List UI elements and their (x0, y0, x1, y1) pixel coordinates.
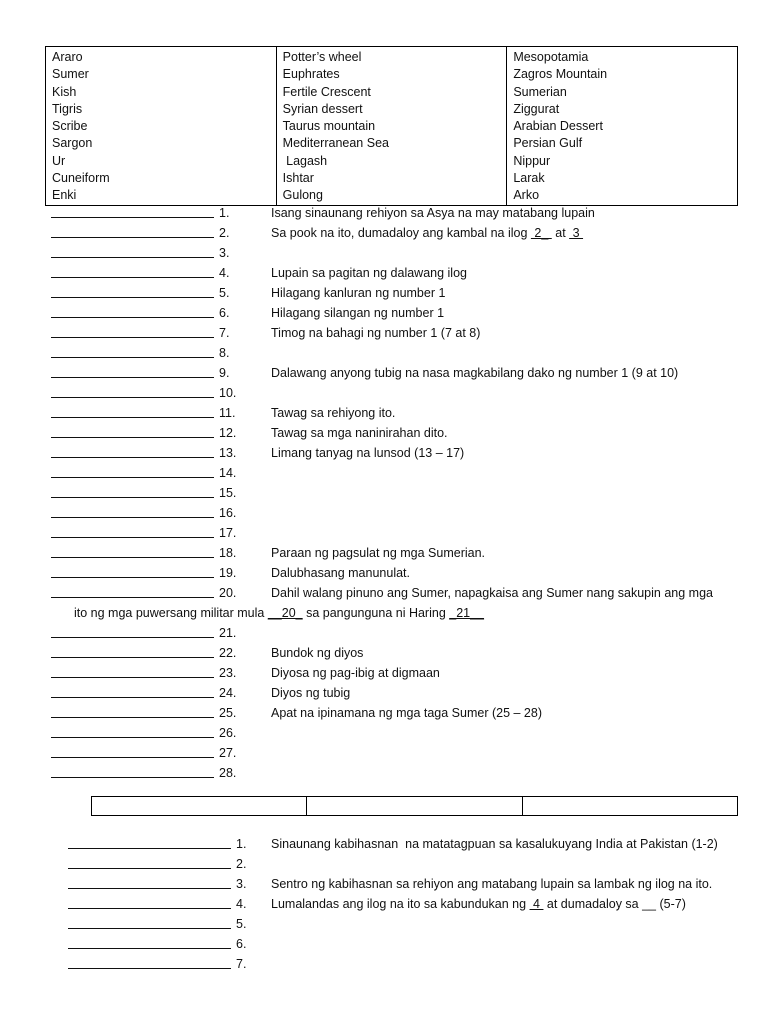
answer-blank[interactable] (51, 697, 214, 698)
question-number: 16. (219, 506, 237, 520)
answer-blank[interactable] (51, 417, 214, 418)
word-bank-table (45, 46, 738, 206)
question-number: 1. (219, 206, 230, 220)
question-number: 19. (219, 566, 237, 580)
word-bank-item: Ishtar (282, 171, 314, 186)
question-number: 3. (219, 246, 230, 260)
question-text: Sentro ng kabihasnan sa rehiyon ang matabang lupain sa lambak ng ilog na ito. (271, 877, 713, 891)
question-number: 14. (219, 466, 237, 480)
question-number: 21. (219, 626, 237, 640)
answer-blank[interactable] (68, 888, 231, 889)
question-number: 3. (236, 877, 247, 891)
answer-blank[interactable] (51, 277, 214, 278)
answer-blank[interactable] (51, 557, 214, 558)
question-number: 4. (219, 266, 230, 280)
question-number: 10. (219, 386, 237, 400)
word-bank-item: Ur (52, 153, 66, 168)
question-text: Bundok ng diyos (271, 646, 364, 660)
word-bank-item: Persian Gulf (513, 136, 583, 151)
answer-blank[interactable] (68, 908, 231, 909)
question-text: Tawag sa mga naninirahan dito. (271, 426, 448, 440)
word-bank-item: Sargon (52, 136, 93, 151)
question-number: 11. (219, 406, 236, 420)
word-bank-item: Euphrates (282, 67, 340, 82)
word-bank-item: Ziggurat (513, 101, 560, 116)
answer-blank[interactable] (68, 968, 231, 969)
word-bank-cell (307, 797, 522, 816)
answer-blank[interactable] (51, 317, 214, 318)
question-number: 1. (236, 837, 247, 851)
question-text: Timog na bahagi ng number 1 (7 at 8) (271, 326, 481, 340)
answer-blank[interactable] (51, 397, 214, 398)
answer-blank[interactable] (51, 257, 214, 258)
answer-blank[interactable] (51, 497, 214, 498)
answer-blank[interactable] (51, 337, 214, 338)
question-number: 8. (219, 346, 230, 360)
answer-blank[interactable] (51, 377, 214, 378)
answer-blank[interactable] (51, 737, 214, 738)
word-bank-item: Gulong (282, 188, 323, 203)
question-text (74, 603, 484, 623)
answer-blank[interactable] (51, 437, 214, 438)
answer-blank[interactable] (51, 357, 214, 358)
answer-blank[interactable] (51, 297, 214, 298)
question-number: 5. (219, 286, 230, 300)
word-bank-item: Lagash (282, 153, 328, 168)
word-bank-item: Arko (513, 188, 540, 203)
question-number: 24. (219, 686, 237, 700)
question-text: Limang tanyag na lunsod (13 – 17) (271, 446, 465, 460)
word-bank-item: Cuneiform (52, 171, 110, 186)
question-number: 6. (219, 306, 230, 320)
question-text: Dahil walang pinuno ang Sumer, napagkaisa ang Sumer nang sakupin ang mga (271, 586, 713, 600)
inline-reference: 2_ (530, 226, 552, 240)
question-number: 20. (219, 586, 237, 600)
answer-blank[interactable] (51, 577, 214, 578)
question-number: 17. (219, 526, 237, 540)
word-bank-item: Syrian dessert (282, 101, 363, 116)
question-text-part: Lumalandas ang ilog na ito sa kabundukan ng (271, 897, 530, 911)
answer-blank[interactable] (51, 217, 214, 218)
question-number: 9. (219, 366, 230, 380)
word-bank-item: Tigris (52, 101, 83, 116)
inline-reference: 4 (529, 897, 544, 911)
answer-blank[interactable] (51, 457, 214, 458)
question-number: 13. (219, 446, 237, 460)
question-text: Dalubhasang manunulat. (271, 566, 410, 580)
question-text: Diyos ng tubig (271, 686, 351, 700)
question-text-part: Sa pook na ito, dumadaloy ang kambal na ilog (271, 226, 531, 240)
word-bank-cell (522, 797, 737, 816)
word-bank-item: Nippur (513, 153, 551, 168)
question-text: Tawag sa rehiyong ito. (271, 406, 396, 420)
inline-reference: _21__ (449, 606, 485, 620)
answer-blank[interactable] (68, 948, 231, 949)
word-bank-item: Araro (52, 50, 83, 64)
question-number: 25. (219, 706, 237, 720)
question-number: 23. (219, 666, 237, 680)
question-number: 6. (236, 937, 247, 951)
word-bank-item: Kish (52, 84, 77, 99)
word-bank-item: Sumer (52, 67, 89, 82)
word-bank-column-2 (276, 47, 507, 206)
question-text-part: at dumadaloy sa __ (5-7) (543, 897, 686, 911)
answer-blank[interactable] (51, 597, 214, 598)
question-text (271, 223, 583, 243)
answer-blank[interactable] (68, 928, 231, 929)
question-text: Apat na ipinamana ng mga taga Sumer (25 – 28) (271, 706, 543, 720)
word-bank-item: Scribe (52, 119, 88, 134)
question-number: 7. (236, 957, 247, 971)
question-text: Hilagang silangan ng number 1 (271, 306, 445, 320)
answer-blank[interactable] (51, 677, 214, 678)
question-text-part: ito ng mga puwersang militar mula (74, 606, 268, 620)
word-bank-item: Larak (513, 171, 545, 186)
answer-blank[interactable] (51, 537, 214, 538)
answer-blank[interactable] (51, 757, 214, 758)
answer-blank[interactable] (51, 517, 214, 518)
question-number: 18. (219, 546, 237, 560)
question-number: 5. (236, 917, 247, 931)
word-bank-column-3 (507, 47, 738, 206)
answer-blank[interactable] (51, 637, 214, 638)
question-number: 26. (219, 726, 237, 740)
word-bank-item: Potter’s wheel (282, 50, 362, 64)
question-number: 2. (236, 857, 247, 871)
answer-blank[interactable] (51, 237, 214, 238)
answer-blank[interactable] (51, 657, 214, 658)
question-text: Diyosa ng pag-ibig at digmaan (271, 666, 440, 680)
question-number: 22. (219, 646, 237, 660)
answer-blank[interactable] (68, 848, 231, 849)
question-text (271, 894, 686, 914)
question-text-part: at (551, 226, 570, 240)
answer-blank[interactable] (51, 477, 214, 478)
question-text: Sinaunang kabihasnan na matatagpuan sa kasalukuyang India at Pakistan (1-2) (271, 837, 718, 851)
question-text-part: sa pangunguna ni Haring (302, 606, 450, 620)
inline-reference: 3 (569, 226, 584, 240)
word-bank-item: Fertile Crescent (282, 84, 371, 99)
question-text: Isang sinaunang rehiyon sa Asya na may matabang lupain (271, 206, 595, 220)
question-number: 28. (219, 766, 237, 780)
word-bank-item: Mesopotamia (513, 50, 589, 64)
word-bank-item: Taurus mountain (282, 119, 376, 134)
question-text: Lupain sa pagitan ng dalawang ilog (271, 266, 467, 280)
inline-reference: __20_ (267, 606, 303, 620)
word-bank-cell (92, 797, 307, 816)
question-number: 4. (236, 897, 247, 911)
question-text: Paraan ng pagsulat ng mga Sumerian. (271, 546, 486, 560)
question-number: 12. (219, 426, 237, 440)
word-bank-item: Enki (52, 188, 77, 203)
question-text: Dalawang anyong tubig na nasa magkabilang dako ng number 1 (9 at 10) (271, 366, 679, 380)
question-number: 2. (219, 226, 230, 240)
word-bank-item: Arabian Dessert (513, 119, 603, 134)
answer-blank[interactable] (68, 868, 231, 869)
word-bank-column-1 (46, 47, 277, 206)
question-text: Hilagang kanluran ng number 1 (271, 286, 446, 300)
answer-blank[interactable] (51, 777, 214, 778)
word-bank-item: Sumerian (513, 84, 567, 99)
question-number: 27. (219, 746, 237, 760)
word-bank-item: Mediterranean Sea (282, 136, 389, 151)
question-number: 15. (219, 486, 237, 500)
word-bank-item: Zagros Mountain (513, 67, 608, 82)
answer-blank[interactable] (51, 717, 214, 718)
word-bank-table-2 (91, 796, 738, 816)
question-number: 7. (219, 326, 230, 340)
